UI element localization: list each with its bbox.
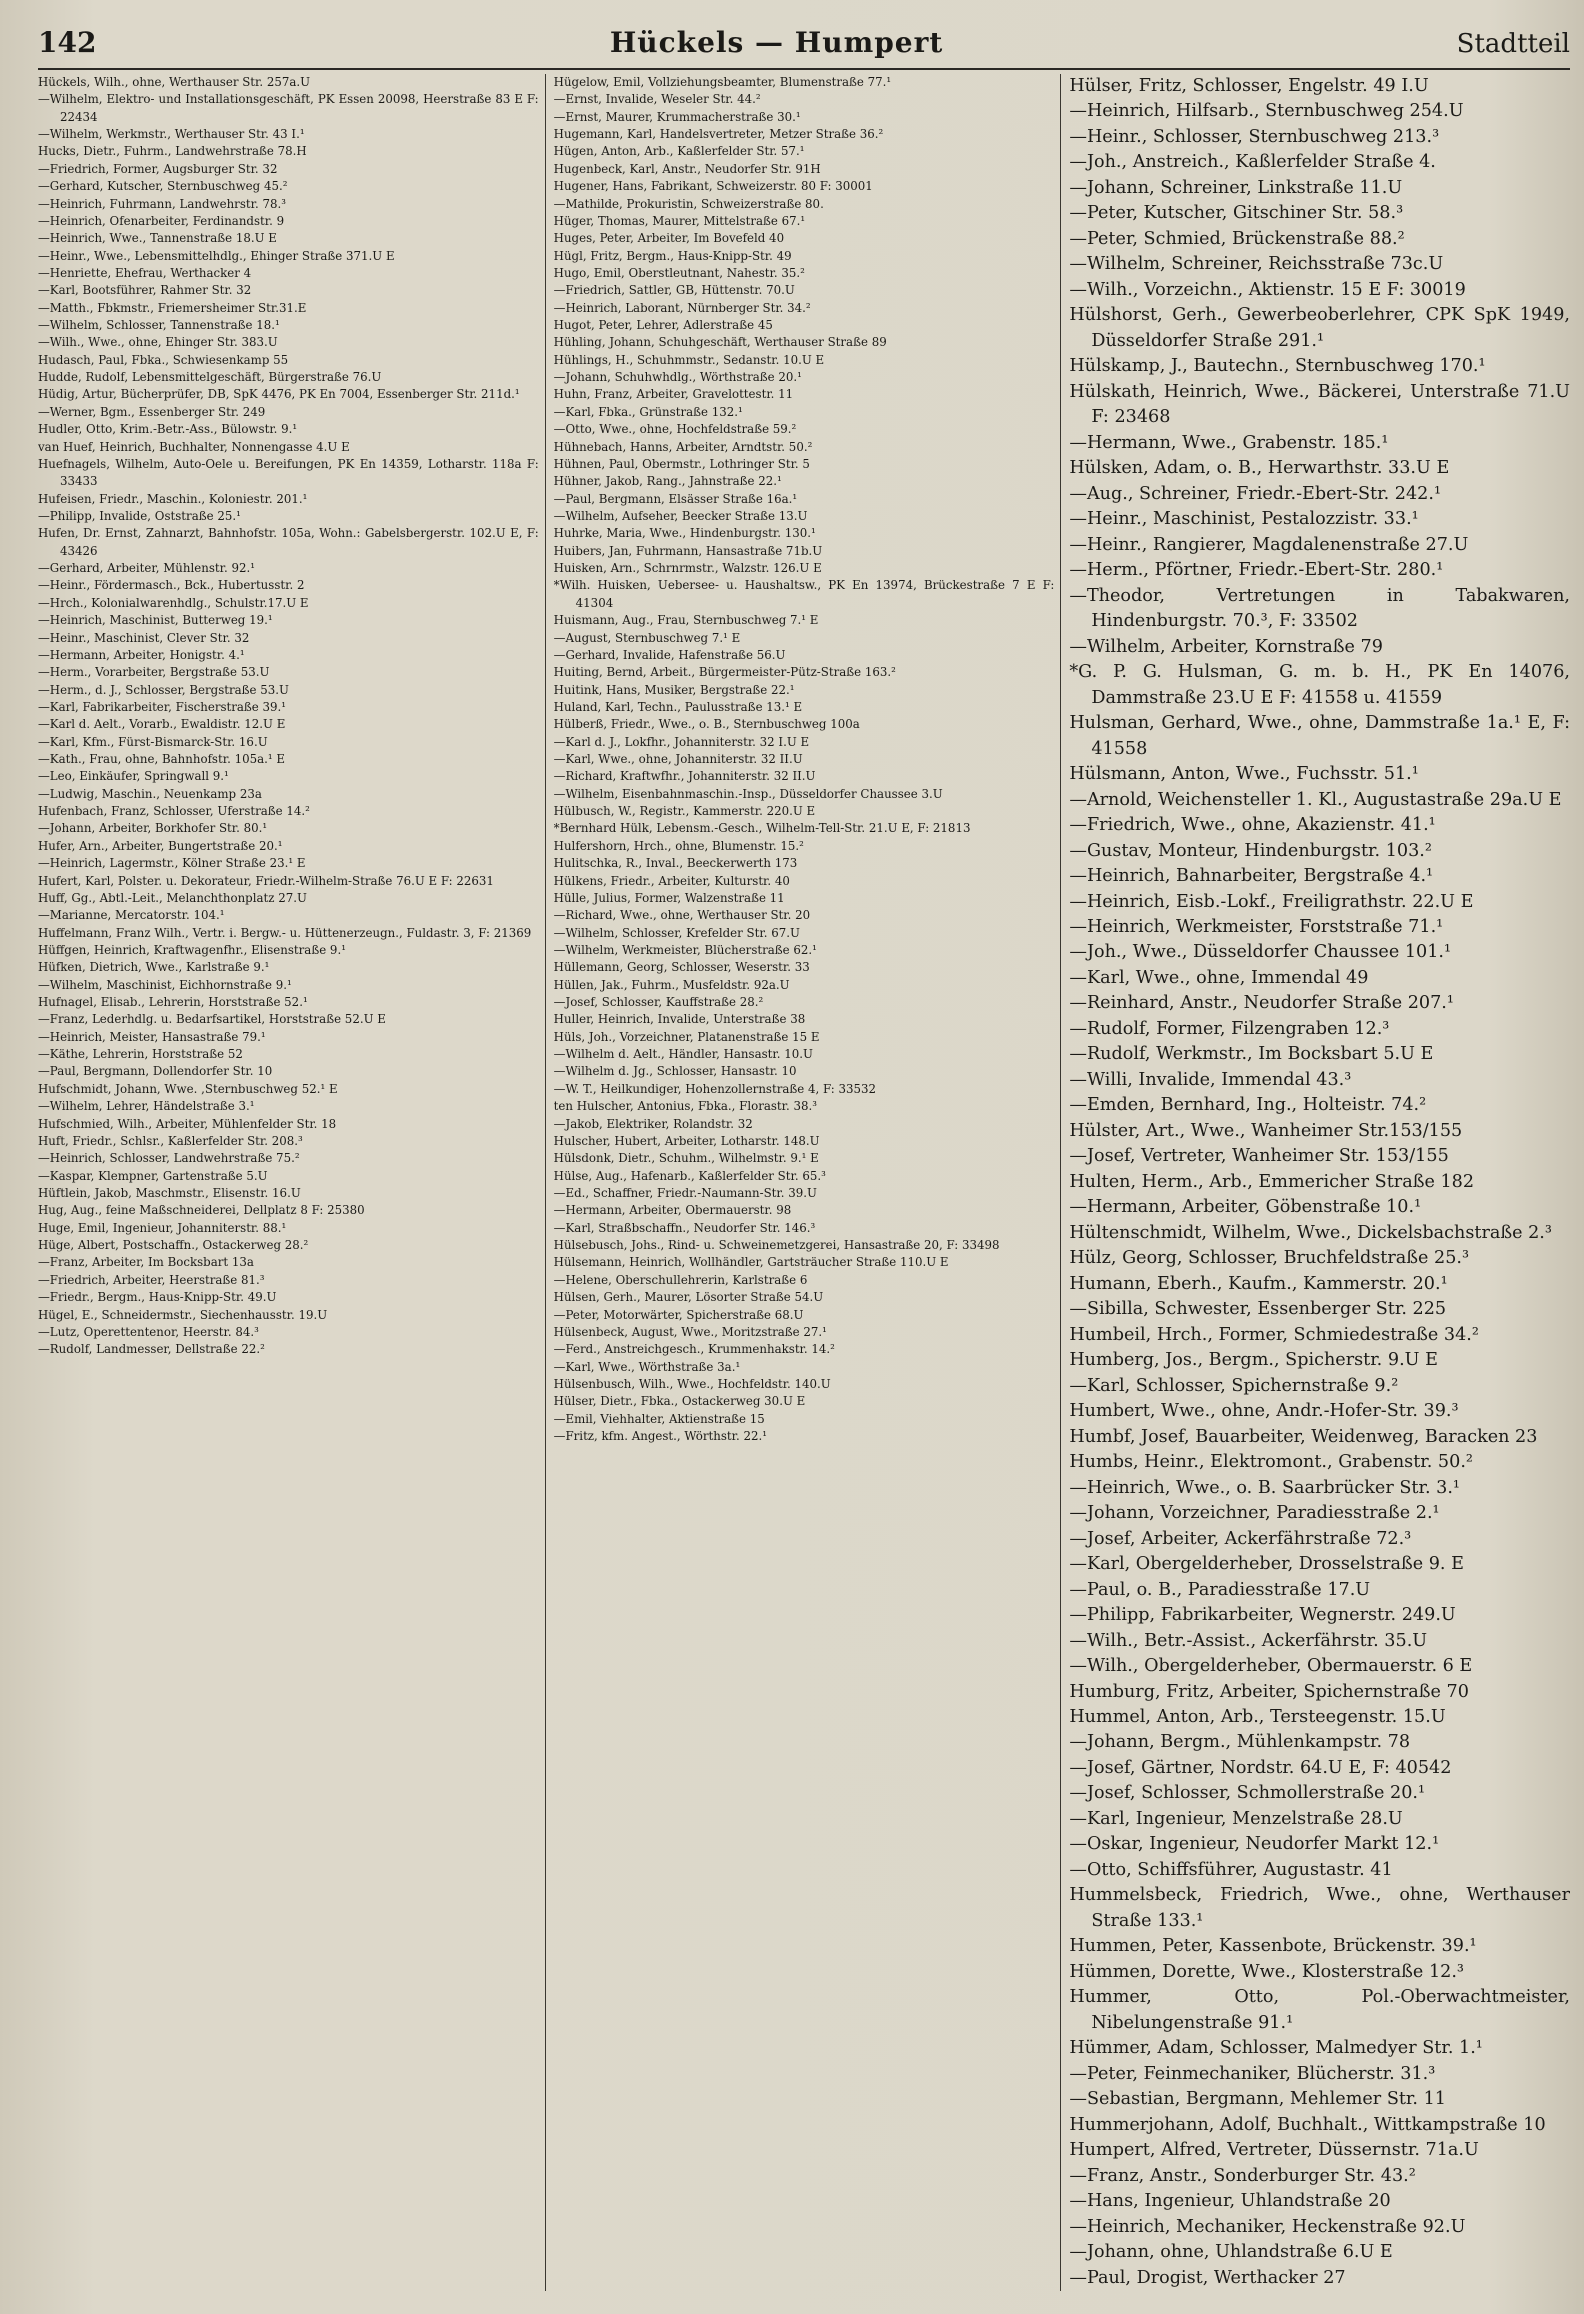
directory-entry: Humburg, Fritz, Arbeiter, Spichernstraße 70: [1069, 1681, 1469, 1702]
directory-entry: Hülskamp, J., Bautechn., Sternbuschweg 170.¹: [1069, 356, 1486, 377]
directory-entry: —Paul, Bergmann, Dollendorfer Str. 10: [38, 1064, 273, 1079]
directory-entry: Huefnagels, Wilhelm, Auto-Oele u. Bereifungen, PK En 14359, Lotharstr. 118a F: 33433: [38, 456, 539, 489]
directory-entry: Huge, Emil, Ingenieur, Johanniterstr. 88.¹: [38, 1220, 287, 1235]
directory-entry: —Johann, Bergm., Mühlenkampstr. 78: [1069, 1732, 1411, 1753]
directory-entry: Hülsken, Adam, o. B., Herwarthstr. 33.U E: [1069, 458, 1450, 479]
directory-entry: —Joh., Anstreich., Kaßlerfelder Straße 4.: [1069, 152, 1436, 173]
directory-entry: —Karl, Fabrikarbeiter, Fischerstraße 39.¹: [38, 699, 287, 714]
directory-entry: Hülkens, Friedr., Arbeiter, Kulturstr. 40: [553, 873, 790, 888]
directory-entry: Huffelmann, Franz Wilh., Vertr. i. Bergw.- u. Hüttenerzeugn., Fuldastr. 3, F: 21369: [38, 925, 532, 940]
directory-entry: —Rudolf, Former, Filzengraben 12.³: [1069, 1018, 1390, 1039]
directory-entry: —Franz, Anstr., Sonderburger Str. 43.²: [1069, 2165, 1416, 2186]
directory-entry: —Heinrich, Wwe., o. B. Saarbrücker Str. 3.¹: [1069, 1477, 1460, 1498]
directory-entry: —Werner, Bgm., Essenberger Str. 249: [38, 404, 266, 419]
directory-entry: Hüdig, Artur, Bücherprüfer, DB, SpK 4476, PK En 7004, Essenberger Str. 211d.¹: [38, 387, 520, 402]
directory-entry: —Heinr., Schlosser, Sternbuschweg 213.³: [1069, 126, 1440, 147]
directory-entry: —Matth., Fbkmstr., Friemersheimer Str.31.E: [38, 300, 307, 315]
directory-entry: Hülsdonk, Dietr., Schuhm., Wilhelmstr. 9.¹ E: [553, 1151, 819, 1166]
directory-entry: *G. P. G. Hulsman, G. m. b. H., PK En 14076, Dammstraße 23.U E F: 41558 u. 41559: [1069, 662, 1571, 708]
directory-entry: —Hermann, Wwe., Grabenstr. 185.¹: [1069, 432, 1389, 453]
directory-entry: Hufen, Dr. Ernst, Zahnarzt, Bahnhofstr. 105a, Wohn.: Gabelsbergerstr. 102.U E, F: 43426: [38, 526, 539, 558]
directory-entry: Hüge, Albert, Postschaffn., Ostackerweg 28.²: [38, 1238, 309, 1253]
section-label: Stadtteil: [1456, 29, 1570, 59]
directory-entry: —Wilh., Betr.-Assist., Ackerfährstr. 35.U: [1069, 1630, 1428, 1651]
directory-entry: —Friedrich, Arbeiter, Heerstraße 81.³: [38, 1272, 265, 1287]
directory-entry: —Heinrich, Mechaniker, Heckenstraße 92.U: [1069, 2216, 1466, 2237]
directory-entry: —Peter, Schmied, Brückenstraße 88.²: [1069, 228, 1405, 249]
directory-entry: —Johann, Arbeiter, Borkhofer Str. 80.¹: [38, 821, 268, 836]
directory-entry: Hühlings, H., Schuhmmstr., Sedanstr. 10.U E: [553, 352, 825, 367]
directory-entry: Hülster, Art., Wwe., Wanheimer Str.153/155: [1069, 1120, 1463, 1141]
directory-entry: Hültenschmidt, Wilhelm, Wwe., Dickelsbachstraße 2.³: [1069, 1222, 1552, 1243]
directory-entry: —Sebastian, Bergmann, Mehlemer Str. 11: [1069, 2089, 1446, 2110]
directory-entry: Hügelow, Emil, Vollziehungsbeamter, Blumenstraße 77.¹: [553, 75, 892, 89]
directory-entry: Hülle, Julius, Former, Walzenstraße 11: [553, 890, 785, 905]
directory-entry: Huibers, Jan, Fuhrmann, Hansastraße 71b.U: [553, 543, 823, 558]
directory-entry: —Karl, Wwe., ohne, Johanniterstr. 32 II.U: [553, 752, 803, 767]
directory-entry: Hügel, E., Schneidermstr., Siechenhausstr. 19.U: [38, 1307, 328, 1322]
directory-entry: Hummer, Otto, Pol.-Oberwachtmeister, Nibelungenstraße 91.¹: [1069, 1987, 1571, 2033]
directory-entry: —Jakob, Elektriker, Rolandstr. 32: [553, 1116, 753, 1131]
directory-entry: —Otto, Wwe., ohne, Hochfeldstraße 59.²: [553, 422, 797, 437]
directory-entry: Hüffgen, Heinrich, Kraftwagenfhr., Elisenstraße 9.¹: [38, 942, 346, 957]
directory-entry: —Heinrich, Wwe., Tannenstraße 18.U E: [38, 231, 277, 246]
directory-entry: —Ernst, Maurer, Krummacherstraße 30.¹: [553, 109, 801, 124]
directory-entry: Humbs, Heinr., Elektromont., Grabenstr. 50.²: [1069, 1452, 1473, 1473]
directory-entry: —Henriette, Ehefrau, Werthacker 4: [38, 265, 252, 280]
directory-entry: Hühnebach, Hanns, Arbeiter, Arndtstr. 50.²: [553, 439, 813, 454]
directory-entry: Hulten, Herm., Arb., Emmericher Straße 182: [1069, 1171, 1475, 1192]
directory-entry: —Heinr., Fördermasch., Bck., Hubertusstr. 2: [38, 578, 305, 593]
directory-entry: —Wilhelm, Arbeiter, Kornstraße 79: [1069, 636, 1383, 657]
directory-entry: ten Hulscher, Antonius, Fbka., Florastr. 38.³: [553, 1099, 817, 1114]
directory-entry: —Emil, Viehhalter, Aktienstraße 15: [553, 1411, 765, 1426]
directory-entry: —Arnold, Weichensteller 1. Kl., Augustastraße 29a.U E: [1069, 789, 1562, 810]
directory-entry: —Wilhelm, Eisenbahnmaschin.-Insp., Düsseldorfer Chaussee 3.U: [553, 786, 943, 801]
directory-entry: Hülser, Fritz, Schlosser, Engelstr. 49 I.U: [1069, 76, 1429, 96]
directory-entry: —Franz, Arbeiter, Im Bocksbart 13a: [38, 1255, 254, 1270]
directory-entry: Hummerjohann, Adolf, Buchhalt., Wittkampstraße 10: [1069, 2114, 1546, 2135]
directory-entry: Hulsman, Gerhard, Wwe., ohne, Dammstraße 1a.¹ E, F: 41558: [1069, 713, 1571, 759]
directory-entry: Hufert, Karl, Polster. u. Dekorateur, Friedr.-Wilhelm-Straße 76.U E F: 22631: [38, 873, 494, 888]
directory-entry: —Otto, Schiffsführer, Augustastr. 41: [1069, 1859, 1393, 1880]
directory-entry: Hümmer, Adam, Schlosser, Malmedyer Str. 1.¹: [1069, 2038, 1483, 2059]
directory-entry: Hüls, Joh., Vorzeichner, Platanenstraße 15 E: [553, 1029, 820, 1044]
directory-entry: —Wilhelm, Werkmeister, Blücherstraße 62.¹: [553, 942, 817, 957]
directory-entry: —Oskar, Ingenieur, Neudorfer Markt 12.¹: [1069, 1834, 1440, 1855]
directory-entry: Hulitschka, R., Inval., Beeckerwerth 173: [553, 856, 798, 871]
directory-entry: Hülsemann, Heinrich, Wollhändler, Gartsträucher Straße 110.U E: [553, 1255, 949, 1270]
directory-entry: Hudler, Otto, Krim.-Betr.-Ass., Bülowstr. 9.¹: [38, 422, 298, 437]
directory-entry: Hulscher, Hubert, Arbeiter, Lotharstr. 148.U: [553, 1133, 820, 1148]
directory-entry: Hüllen, Jak., Fuhrm., Musfeldstr. 92a.U: [553, 977, 790, 992]
directory-entry: —Gerhard, Kutscher, Sternbuschweg 45.²: [38, 179, 288, 194]
directory-entry: Huller, Heinrich, Invalide, Unterstraße 38: [553, 1012, 806, 1027]
directory-entry: —Wilhelm, Lehrer, Händelstraße 3.¹: [38, 1099, 255, 1114]
directory-entry: Huiting, Bernd, Arbeit., Bürgermeister-Pütz-Straße 163.²: [553, 665, 896, 680]
running-title: Hückels — Humpert: [609, 26, 944, 59]
directory-entry: Hügen, Anton, Arb., Kaßlerfelder Str. 57.¹: [553, 144, 805, 159]
directory-entry: Huland, Karl, Techn., Paulusstraße 13.¹ E: [553, 699, 803, 714]
directory-entry: —Heinrich, Lagermstr., Kölner Straße 23.¹ E: [38, 856, 306, 871]
directory-entry: Hudde, Rudolf, Lebensmittelgeschäft, Bürgerstraße 76.U: [38, 370, 382, 385]
directory-entry: Hüfken, Dietrich, Wwe., Karlstraße 9.¹: [38, 960, 270, 975]
directory-entry: —Herm., Vorarbeiter, Bergstraße 53.U: [38, 665, 270, 680]
directory-entry: Humberg, Jos., Bergm., Spicherstr. 9.U E: [1069, 1350, 1438, 1371]
page-header: [38, 26, 1570, 66]
directory-entry: Hugenbeck, Karl, Anstr., Neudorfer Str. 91H: [553, 161, 821, 176]
directory-entry: Hufer, Arn., Arbeiter, Bungertstraße 20.¹: [38, 838, 283, 853]
directory-entry: —Wilhelm, Schlosser, Krefelder Str. 67.U: [553, 925, 800, 940]
directory-entry: —Herm., d. J., Schlosser, Bergstraße 53.U: [38, 682, 289, 697]
directory-entry: Huisken, Arn., Schrnrmstr., Walzstr. 126.U E: [553, 561, 822, 576]
directory-entry: Hülshorst, Gerh., Gewerbeoberlehrer, CPK SpK 1949, Düsseldorfer Straße 291.¹: [1069, 305, 1571, 351]
directory-entry: —Theodor, Vertretungen in Tabakwaren, Hindenburgstr. 70.³, F: 33502: [1069, 585, 1571, 632]
directory-entry: Hülsen, Gerh., Maurer, Lösorter Straße 54.U: [553, 1290, 824, 1305]
directory-entry: —Rudolf, Landmesser, Dellstraße 22.²: [38, 1342, 265, 1357]
directory-entry: Hufenbach, Franz, Schlosser, Uferstraße 14.²: [38, 804, 310, 819]
directory-entry: —Heinr., Maschinist, Pestalozzistr. 33.¹: [1069, 509, 1419, 530]
directory-entry: —August, Sternbuschweg 7.¹ E: [553, 630, 741, 645]
directory-entry: Hugot, Peter, Lehrer, Adlerstraße 45: [553, 318, 773, 333]
directory-entry: —Sibilla, Schwester, Essenberger Str. 225: [1069, 1299, 1447, 1320]
directory-entry: Hülser, Dietr., Fbka., Ostackerweg 30.U E: [553, 1394, 806, 1409]
directory-entry: —Heinrich, Werkmeister, Forststraße 71.¹: [1069, 916, 1444, 937]
directory-entry: —Paul, o. B., Paradiesstraße 17.U: [1069, 1579, 1371, 1600]
directory-entry: —Rudolf, Werkmstr., Im Bocksbart 5.U E: [1069, 1044, 1434, 1065]
directory-entry: *Wilh. Huisken, Ueberseе- u. Haushaltsw., PK En 13974, Brückestraße 7 E F: 41304: [553, 578, 1055, 610]
directory-entry: Hufschmidt, Johann, Wwe. ,Sternbuschweg 52.¹ E: [38, 1081, 338, 1096]
directory-entry: van Huef, Heinrich, Buchhalter, Nonnengasse 4.U E: [38, 439, 350, 454]
directory-entry: —Wilh., Wwe., ohne, Ehinger Str. 383.U: [38, 335, 278, 350]
directory-entry: —Herm., Pförtner, Friedr.-Ebert-Str. 280.¹: [1069, 560, 1444, 581]
column-left: [38, 74, 546, 2291]
directory-entry: Hüftlein, Jakob, Maschmstr., Elisenstr. 16.U: [38, 1186, 301, 1200]
directory-entry: —Josef, Vertreter, Wanheimer Str. 153/155: [1069, 1146, 1449, 1167]
directory-entry: Hufeisen, Friedr., Maschin., Koloniestr. 201.¹: [38, 491, 308, 506]
directory-entry: —Peter, Feinmechaniker, Blücherstr. 31.³: [1069, 2063, 1436, 2084]
directory-entry: Huismann, Aug., Frau, Sternbuschweg 7.¹ E: [553, 613, 819, 628]
directory-entry: Hug, Aug., feine Maßschneiderei, Dellplatz 8 F: 25380: [38, 1203, 365, 1218]
directory-entry: —Heinrich, Schlosser, Landwehrstraße 75.²: [38, 1151, 300, 1166]
directory-entry: Hülsenbeck, August, Wwe., Moritzstraße 27.¹: [553, 1324, 827, 1339]
directory-entry: —Wilhelm, Maschinist, Eichhornstraße 9.¹: [38, 977, 292, 992]
page-number: 142: [38, 26, 97, 59]
directory-entry: —Wilhelm, Schlosser, Tannenstraße 18.¹: [38, 318, 280, 333]
directory-entry: —Karl d. J., Lokfhr., Johanniterstr. 32 I.U E: [553, 734, 810, 749]
directory-entry: —Wilhelm d. Aelt., Händler, Hansastr. 10.U: [553, 1047, 813, 1062]
directory-entry: Humpert, Alfred, Vertreter, Düssernstr. 71a.U: [1069, 2140, 1479, 2161]
directory-entry: —Ludwig, Maschin., Neuenkamp 23a: [38, 786, 262, 801]
directory-entry: —Karl, Fbka., Grünstraße 132.¹: [553, 404, 743, 419]
directory-entry: —Wilhelm, Werkmstr., Werthauser Str. 43 I.¹: [38, 127, 305, 142]
directory-entry: —Karl, Ingenieur, Menzelstraße 28.U: [1069, 1808, 1403, 1829]
directory-entry: Hüllemann, Georg, Schlosser, Weserstr. 33: [553, 960, 810, 975]
directory-entry: —Emden, Bernhard, Ing., Holteistr. 74.²: [1069, 1095, 1427, 1116]
directory-entry: —Philipp, Invalide, Oststraße 25.¹: [38, 508, 241, 523]
directory-entry: —Hrch., Kolonialwarenhdlg., Schulstr.17.U E: [38, 595, 309, 610]
directory-columns: [38, 74, 1570, 2291]
directory-entry: Hulfershorn, Hrch., ohne, Blumenstr. 15.²: [553, 838, 804, 853]
directory-entry: Hülbusch, W., Registr., Kammerstr. 220.U E: [553, 804, 816, 819]
directory-entry: —Gustav, Monteur, Hindenburgstr. 103.²: [1069, 840, 1432, 861]
directory-entry: Hülsebusch, Johs., Rind- u. Schweinemetzgerei, Hansastraße 20, F: 33498: [553, 1238, 1000, 1253]
column-middle: [554, 74, 1062, 2291]
directory-entry: Huhn, Franz, Arbeiter, Gravelottestr. 11: [553, 387, 794, 402]
directory-entry: —Käthe, Lehrerin, Horststraße 52: [38, 1047, 243, 1062]
directory-entry: —Heinr., Wwe., Lebensmittelhdlg., Ehinger Straße 371.U E: [38, 248, 395, 263]
directory-entry: —Hermann, Arbeiter, Obermauerstr. 98: [553, 1203, 792, 1218]
directory-entry: Humann, Eberh., Kaufm., Kammerstr. 20.¹: [1069, 1273, 1448, 1294]
directory-entry: —Kath., Frau, ohne, Bahnhofstr. 105a.¹ E: [38, 752, 285, 767]
directory-entry: Hüger, Thomas, Maurer, Mittelstraße 67.¹: [553, 213, 806, 228]
directory-entry: —Gerhard, Arbeiter, Mühlenstr. 92.¹: [38, 561, 255, 576]
directory-entry: Hummen, Peter, Kassenbote, Brückenstr. 39.¹: [1069, 1936, 1477, 1957]
directory-entry: Hümmen, Dorette, Wwe., Klosterstraße 12.³: [1069, 1961, 1464, 1982]
directory-entry: —Wilhelm, Schreiner, Reichsstraße 73c.U: [1069, 254, 1444, 275]
directory-entry: Hühling, Johann, Schuhgeschäft, Werthauser Straße 89: [553, 335, 887, 350]
column-right: [1069, 74, 1570, 2291]
directory-entry: Hufnagel, Elisab., Lehrerin, Horststraße 52.¹: [38, 995, 308, 1010]
directory-entry: —Johann, Schuhwhdlg., Wörthstraße 20.¹: [553, 370, 802, 385]
directory-entry: —Gerhard, Invalide, Hafenstraße 56.U: [553, 647, 786, 662]
directory-entry: —Marianne, Mercatorstr. 104.¹: [38, 908, 225, 923]
directory-entry: —Paul, Bergmann, Elsässer Straße 16a.¹: [553, 491, 798, 506]
directory-entry: —Joh., Wwe., Düsseldorfer Chaussee 101.¹: [1069, 942, 1452, 963]
directory-entry: —Johann, ohne, Uhlandstraße 6.U E: [1069, 2242, 1393, 2263]
directory-entry: Hugemann, Karl, Handelsvertreter, Metzer Straße 36.²: [553, 127, 884, 142]
directory-entry: Huitink, Hans, Musiker, Bergstraße 22.¹: [553, 682, 795, 697]
directory-entry: —Kaspar, Klempner, Gartenstraße 5.U: [38, 1168, 268, 1183]
directory-entry: Huff, Gg., Abtl.-Leit., Melanchthonplatz 27.U: [38, 890, 307, 905]
directory-entry: Humbf, Josef, Bauarbeiter, Weidenweg, Baracken 23: [1069, 1426, 1538, 1447]
directory-entry: —Johann, Vorzeichner, Paradiesstraße 2.¹: [1069, 1503, 1440, 1524]
directory-entry: Hudasch, Paul, Fbka., Schwiesenkamp 55: [38, 352, 289, 367]
directory-entry: Hugo, Emil, Oberstleutnant, Nahestr. 35.²: [553, 265, 805, 280]
directory-entry: —Wilh., Obergelderheber, Obermauerstr. 6 E: [1069, 1656, 1473, 1677]
directory-entry: —Wilhelm, Aufseher, Beecker Straße 13.U: [553, 508, 808, 523]
directory-entry: Hülberß, Friedr., Wwe., o. B., Sternbuschweg 100a: [553, 717, 860, 732]
directory-entry: Humbert, Wwe., ohne, Andr.-Hofer-Str. 39.³: [1069, 1401, 1459, 1422]
directory-entry: —W. T., Heilkundiger, Hohenzollernstraße 4, F: 33532: [553, 1081, 877, 1096]
directory-entry: —Ernst, Invalide, Weseler Str. 44.²: [553, 92, 761, 107]
directory-entry: —Peter, Motorwärter, Spicherstraße 68.U: [553, 1307, 804, 1322]
directory-entry: —Heinrich, Bahnarbeiter, Bergstraße 4.¹: [1069, 866, 1434, 887]
directory-entry: Huft, Friedr., Schlsr., Kaßlerfelder Str. 208.³: [38, 1133, 303, 1148]
directory-entry: Hummelsbeck, Friedrich, Wwe., ohne, Werthauser Straße 133.¹: [1069, 1885, 1571, 1931]
directory-entry: —Wilhelm d. Jg., Schlosser, Hansastr. 10: [553, 1064, 797, 1079]
directory-entry: —Friedrich, Former, Augsburger Str. 32: [38, 161, 278, 176]
directory-entry: —Ferd., Anstreichgesch., Krummenhakstr. 14.²: [553, 1342, 835, 1357]
directory-entry: Hugener, Hans, Fabrikant, Schweizerstr. 80 F: 30001: [553, 179, 873, 194]
directory-entry: Huges, Peter, Arbeiter, Im Bovefeld 40: [553, 231, 785, 246]
directory-entry: —Karl, Schlosser, Spichernstraße 9.²: [1069, 1375, 1399, 1396]
directory-entry: —Peter, Kutscher, Gitschiner Str. 58.³: [1069, 203, 1404, 224]
directory-entry: Hülskath, Heinrich, Wwe., Bäckerei, Unterstraße 71.U F: 23468: [1069, 381, 1571, 428]
directory-entry: —Friedrich, Sattler, GB, Hüttenstr. 70.U: [553, 283, 795, 298]
directory-entry: Hückels, Wilh., ohne, Werthauser Str. 257a.U: [38, 75, 311, 89]
directory-entry: Humbeil, Hrch., Former, Schmiedestraße 34.²: [1069, 1324, 1479, 1345]
directory-entry: —Karl, Bootsführer, Rahmer Str. 32: [38, 283, 252, 298]
directory-entry: Hühnen, Paul, Obermstr., Lothringer Str. 5: [553, 456, 810, 471]
directory-entry: Huhrke, Maria, Wwe., Hindenburgstr. 130.¹: [553, 526, 816, 541]
directory-entry: —Mathilde, Prokuristin, Schweizerstraße 80.: [553, 196, 824, 211]
directory-entry: —Johann, Schreiner, Linkstraße 11.U: [1069, 177, 1403, 198]
directory-entry: —Helene, Oberschullehrerin, Karlstraße 6: [553, 1272, 808, 1287]
directory-entry: —Wilhelm, Elektro- und Installationsgeschäft, PK Essen 20098, Heerstraße 83 E F: 22434: [38, 92, 539, 124]
directory-entry: Hülse, Aug., Hafenarb., Kaßlerfelder Str. 65.³: [553, 1168, 826, 1183]
directory-entry: —Heinrich, Ofenarbeiter, Ferdinandstr. 9: [38, 213, 285, 228]
directory-entry: —Josef, Schlosser, Kauffstraße 28.²: [553, 995, 764, 1010]
directory-entry: —Karl, Wwe., Wörthstraße 3a.¹: [553, 1359, 741, 1374]
directory-entry: —Hermann, Arbeiter, Göbenstraße 10.¹: [1069, 1197, 1422, 1218]
directory-entry: Hummel, Anton, Arb., Tersteegenstr. 15.U: [1069, 1707, 1446, 1727]
directory-entry: —Lutz, Operettentenor, Heerstr. 84.³: [38, 1324, 259, 1339]
directory-entry: —Fritz, kfm. Angest., Wörthstr. 22.¹: [553, 1429, 767, 1444]
directory-entry: —Karl, Kfm., Fürst-Bismarck-Str. 16.U: [38, 734, 268, 749]
directory-entry: —Karl, Straßbschaffn., Neudorfer Str. 146.³: [553, 1220, 816, 1235]
directory-entry: —Heinrich, Meister, Hansastraße 79.¹: [38, 1029, 266, 1044]
directory-entry: —Heinrich, Fuhrmann, Landwehrstr. 78.³: [38, 196, 286, 211]
directory-entry: —Paul, Drogist, Werthacker 27: [1069, 2267, 1346, 2288]
directory-entry: —Heinrich, Hilfsarb., Sternbuschweg 254.U: [1069, 101, 1464, 122]
directory-entry: —Friedr., Bergm., Haus-Knipp-Str. 49.U: [38, 1290, 277, 1305]
directory-entry: Hühner, Jakob, Rang., Jahnstraße 22.¹: [553, 474, 782, 489]
directory-entry: —Karl d. Aelt., Vorarb., Ewaldistr. 12.U E: [38, 717, 286, 732]
directory-entry: Hufschmied, Wilh., Arbeiter, Mühlenfelder Str. 18: [38, 1116, 337, 1131]
directory-entry: —Heinr., Rangierer, Magdalenenstraße 27.U: [1069, 534, 1469, 555]
directory-entry: —Leo, Einkäufer, Springwall 9.¹: [38, 769, 229, 784]
directory-entry: Hülsmann, Anton, Wwe., Fuchsstr. 51.¹: [1069, 764, 1419, 785]
directory-entry: —Heinr., Maschinist, Clever Str. 32: [38, 630, 250, 645]
directory-entry: —Hans, Ingenieur, Uhlandstraße 20: [1069, 2191, 1391, 2212]
directory-entry: —Ed., Schaffner, Friedr.-Naumann-Str. 39.U: [553, 1186, 817, 1200]
directory-entry: —Heinrich, Laborant, Nürnberger Str. 34.²: [553, 300, 811, 315]
directory-entry: Hülsenbusch, Wilh., Wwe., Hochfeldstr. 140.U: [553, 1376, 831, 1391]
directory-entry: —Josef, Schlosser, Schmollerstraße 20.¹: [1069, 1783, 1426, 1804]
header-rule: [38, 68, 1570, 70]
directory-entry: Hügl, Fritz, Bergm., Haus-Knipp-Str. 49: [553, 248, 792, 263]
directory-entry: —Josef, Gärtner, Nordstr. 64.U E, F: 40542: [1069, 1757, 1452, 1778]
directory-entry: Hucks, Dietr., Fuhrm., Landwehrstraße 78.H: [38, 144, 307, 159]
directory-entry: —Heinrich, Eisb.-Lokf., Freiligrathstr. 22.U E: [1069, 891, 1474, 912]
directory-entry: —Richard, Wwe., ohne, Werthauser Str. 20: [553, 908, 811, 923]
directory-entry: *Bernhard Hülk, Lebensm.-Gesch., Wilhelm-Tell-Str. 21.U E, F: 21813: [553, 821, 971, 836]
directory-entry: —Karl, Wwe., ohne, Immendal 49: [1069, 967, 1369, 988]
directory-entry: —Wilh., Vorzeichn., Aktienstr. 15 E F: 30019: [1069, 279, 1466, 300]
directory-entry: —Heinrich, Maschinist, Butterweg 19.¹: [38, 613, 273, 628]
directory-entry: —Karl, Obergelderheber, Drosselstraße 9. E: [1069, 1554, 1464, 1575]
directory-entry: —Friedrich, Wwe., ohne, Akazienstr. 41.¹: [1069, 815, 1436, 836]
directory-entry: —Richard, Kraftwfhr., Johanniterstr. 32 II.U: [553, 769, 816, 784]
directory-entry: —Josef, Arbeiter, Ackerfährstraße 72.³: [1069, 1528, 1412, 1549]
directory-entry: —Philipp, Fabrikarbeiter, Wegnerstr. 249.U: [1069, 1605, 1456, 1626]
directory-entry: —Franz, Lederhdlg. u. Bedarfsartikel, Horststraße 52.U E: [38, 1012, 386, 1027]
directory-entry: Hülz, Georg, Schlosser, Bruchfeldstraße 25.³: [1069, 1248, 1470, 1269]
directory-entry: —Reinhard, Anstr., Neudorfer Straße 207.¹: [1069, 993, 1454, 1014]
directory-entry: —Aug., Schreiner, Friedr.-Ebert-Str. 242.¹: [1069, 483, 1441, 504]
directory-entry: —Hermann, Arbeiter, Honigstr. 4.¹: [38, 647, 245, 662]
directory-entry: —Willi, Invalide, Immendal 43.³: [1069, 1069, 1352, 1090]
